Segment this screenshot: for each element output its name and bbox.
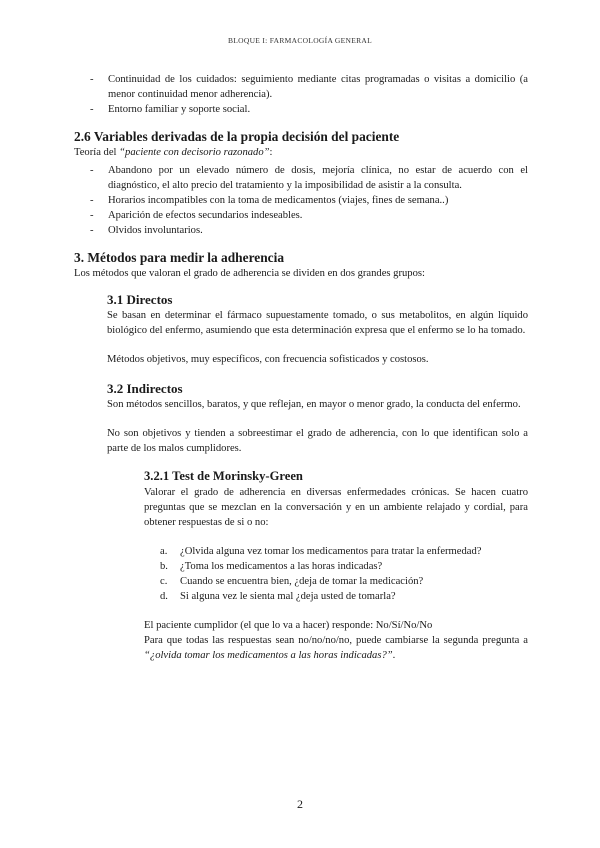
section-heading-2-6: 2.6 Variables derivadas de la propia decisión del paciente	[74, 129, 400, 144]
section-3-intro: Los métodos que valoran el grado de adherencia se dividen en dos grandes grupos:	[74, 268, 425, 279]
list-item: a. ¿Olvida alguna vez tomar los medicamentos para tratar la enfermedad?	[160, 546, 482, 557]
section-2-6-intro: Teoría del “paciente con decisorio razonado”:	[74, 147, 273, 158]
section-2-6-list	[74, 163, 528, 238]
page-content	[74, 72, 528, 663]
list-item: - Abandono por un elevado número de dosis, mejoría clínica, no estar de acuerdo con el diagnóstico, el alto precio del tratamiento y la imposibilidad de asistir a la consulta.	[90, 165, 528, 191]
section-heading-3-2: 3.2 Indirectos	[107, 381, 183, 396]
list-item: b. ¿Toma los medicamentos a las horas indicadas?	[160, 561, 383, 572]
section-heading-3: 3. Métodos para medir la adherencia	[74, 250, 285, 265]
section-3-2-1	[144, 468, 528, 663]
section-heading-3-1: 3.1 Directos	[107, 292, 173, 307]
paragraph: El paciente cumplidor (el que lo va a hacer) responde: No/Sí/No/No	[144, 620, 433, 631]
list-item: - Horarios incompatibles con la toma de medicamentos (viajes, fines de semana..)	[90, 195, 449, 206]
list-item: - Continuidad de los cuidados: seguimiento mediante citas programadas o visitas a domicilio (a menor continuidad menor adherencia).	[90, 74, 528, 100]
list-item: - Olvidos involuntarios.	[90, 225, 203, 236]
paragraph: Se basan en determinar el fármaco supuestamente tomado, o sus metabolitos, en algún líquido biológico del enfermo, asumiendo que esta determinación expresa que el enfermo se lo ha tomado.	[107, 310, 528, 336]
page-number: 2	[297, 797, 303, 811]
paragraph: Para que todas las respuestas sean no/no/no/no, puede cambiarse la segunda pregunta a “¿olvida tomar los medicamentos a las horas indicadas?”.	[144, 635, 528, 661]
list-item: - Entorno familiar y soporte social.	[90, 104, 251, 115]
questions-list	[144, 544, 528, 604]
top-bullet-list	[74, 72, 528, 117]
list-item: d. Si alguna vez le sienta mal ¿deja usted de tomarla?	[160, 591, 396, 602]
section-heading-3-2-1: 3.2.1 Test de Morinsky-Green	[144, 469, 303, 483]
running-header: BLOQUE I: FARMACOLOGÍA GENERAL	[227, 36, 373, 45]
paragraph: Métodos objetivos, muy específicos, con frecuencia sofisticados y costosos.	[107, 354, 429, 365]
paragraph: Son métodos sencillos, baratos, y que reflejan, en mayor o menor grado, la conducta del enfermo.	[107, 399, 521, 410]
list-item: c. Cuando se encuentra bien, ¿deja de tomar la medicación?	[160, 576, 424, 587]
list-item: - Aparición de efectos secundarios indeseables.	[90, 210, 303, 221]
paragraph: Valorar el grado de adherencia en diversas enfermedades crónicas. Se hacen cuatro preguntas que se mezclan en la conversación y en un ambiente relajado y cordial, para obtener respuestas de si o no:	[144, 487, 528, 528]
paragraph: No son objetivos y tienden a sobreestimar el grado de adherencia, con lo que identifican solo a parte de los malos cumplidores.	[107, 428, 528, 454]
section-3-1	[107, 291, 528, 456]
